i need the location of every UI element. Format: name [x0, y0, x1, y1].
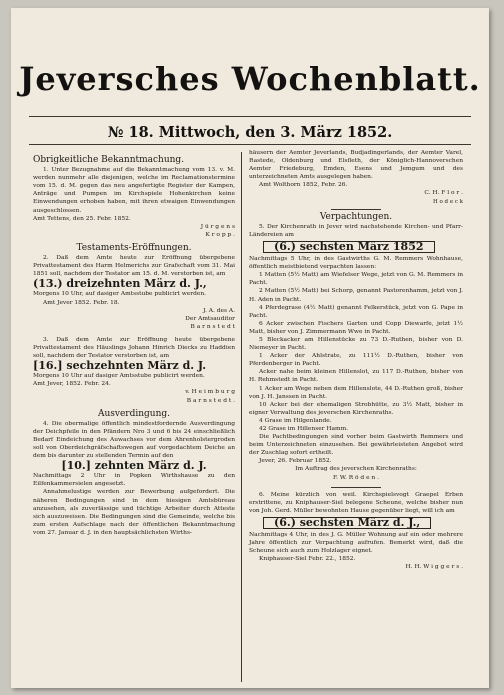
section-1-sign2: K r o p p .	[205, 231, 235, 238]
list-item: 1 Acker der Ahlstrate, zu 111½ D.-Ruthen, bisher von Pferdenberger in Pacht.	[249, 353, 463, 368]
right-top-place: Amt Wolthorn 1852, Febr. 26.	[259, 182, 348, 189]
masthead-rule	[29, 116, 471, 117]
section-5-tail: Die Pachtbedingungen sind vorher beim Gastwirth Remmers und beim Unterzeichneten einzusehen. Bei gewährleisteten Angebot wird der Zuschlag sofort ertheilt.	[249, 434, 463, 457]
newspaper-page	[11, 8, 489, 688]
section-2-after: Morgens 10 Uhr, auf dasiger Amtsstube publicirt werden.	[33, 291, 207, 298]
section-2-date: (13.) dreizehnten März d. J.,	[33, 277, 207, 291]
section-2-sign: J. A. des A.	[203, 307, 235, 314]
section-1-sign: J ü r g e n s	[200, 223, 235, 230]
list-item: 1 Acker am Wege neben dem Hillenslote, 44 D.-Ruthen groß, bisher von J. H. Janssen in Pacht.	[249, 385, 463, 400]
section-2-text: 2. Daß dem Amte heute zur Eröffnung übergebene Privattestament des Harm Helmerichs zur Grafschaft vom 31. Mai 1851 soll, nachdem der Testator am 15. d. M. verstorben ist, am	[33, 255, 235, 278]
section-5-heading: Verpachtungen.	[319, 211, 393, 222]
section-6-place: Kniphauser-Siel Febr. 22., 1852.	[259, 556, 356, 563]
section-4-heading: Ausverdingung.	[97, 408, 171, 419]
section-5	[249, 213, 463, 482]
section-2-sign3: B a r n s t e d t	[190, 323, 235, 330]
issue-number: № 18.	[107, 124, 154, 141]
list-item: 1 Matten (5½ Matt) am Wiefelser Wege, jetzt von G. M. Remmers in Pacht.	[249, 272, 463, 287]
section-4	[33, 410, 235, 537]
section-3-text: 3. Daß dem Amte zur Eröffnung heute übergebene Privattestament des Häuslings Johann Hinrich Diecks zu Haddien soll, nachdem der Testator verstorben ist, am	[33, 336, 235, 360]
separator-rule-2	[331, 487, 381, 488]
section-3	[33, 336, 235, 405]
section-3-sign: v. H e i m b u r g	[185, 389, 235, 396]
list-item: 10 Acker bei der ehemaligen Strobhütte, zu 3½ Matt, bisher in eigner Verwaltung des jeverschen Kirchenraths.	[249, 401, 463, 416]
separator-rule	[331, 209, 381, 210]
section-5-text: 5. Der Kirchenrath in Jever wird nachstehende Kirchen- und Pfarr-Ländereien am	[249, 223, 463, 238]
right-top-sign: C. H. F l o r .	[424, 190, 463, 197]
masthead-title: Jeversches Wochenblatt.	[19, 60, 481, 98]
section-4-extra: Annahmelustige werden zur Bewerbung aufgefordert. Die näheren Bedingungen sind in dem hiesigen Amtsbüreau anzusehen, als zuverlässige und tüchtige Arbeiter durch Atteste sich auszuweisen. Die Bedingungen sind die Gemeinde, welche bis zum ersten Aufschlage nach der öffentlichen Bekanntmachung vom 27. Januar d. J. in den hauptsächlichsten Wirths-	[33, 489, 235, 536]
list-item: 5 Bleckacker am Hillenstücke zu 73 D.-Ruthen, bisher von D. Niemeyer in Pacht.	[249, 336, 463, 352]
section-2-heading: Testaments-Eröffnungen.	[76, 242, 192, 253]
column-divider	[241, 152, 242, 682]
section-2-place: Amt Jever 1852. Febr. 18.	[43, 299, 120, 306]
section-1	[33, 156, 235, 239]
right-top-text: häusern der Aemter Jeverlands, Budjadingerlands, der Aemter Varel, Rastede, Oldenburg und Elsfleth, der Königlich-Hannoverschen Aemter Friedeburg, Emden, Esens und Jemgum und des unterzeichneten Amts ausgelegen haben.	[249, 150, 463, 181]
right-column	[249, 149, 463, 577]
section-5-sign: Im Auftrag des jeverschen Kirchenraths:	[295, 466, 417, 473]
left-column	[33, 156, 235, 542]
section-3-sign2: B a r n s t e d t .	[186, 397, 235, 404]
list-item: 2 Matten (5½ Matt) bei Schorp, genannt Pastorenhamm, jetzt von J. H. Aden in Pacht.	[249, 288, 463, 303]
section-3-after: Morgens 10 Uhr auf dasiger Amtsstube publicirt werden.	[33, 373, 205, 380]
list-item: Acker nahe beim kleinen Hillenslot, zu 117 D.-Ruthen, bisher von H. Rehmstedt in Pacht.	[249, 369, 463, 384]
list-item: 4 Grase im Hilgenlande.	[259, 417, 332, 424]
list-item: 42 Grase im Hillenser Hamm.	[259, 426, 349, 432]
section-4-text: 4. Die obermalige öffentlich mindestfordernde Ausverdingung der Deichpfeile in den Pfändern Nro 3 und 6 bis 24 einschließlich Bedarf Eindeichung des Auwachses vor dem Ahrenholstergroden soll von Oberdeichgräfschaftswegen auf vorgedachtem Deiche an dem bis darunter zu stellenden Termin auf den	[33, 420, 235, 460]
section-1-place: Amt Tettens, den 25. Febr. 1852.	[33, 215, 131, 222]
list-item: 6 Acker zwischen Fischers Garten und Copp Diewarfe, jetzt 1½ Matt, bisher von J. Zimmermann Wwe in Pacht.	[249, 320, 463, 335]
section-6	[249, 491, 463, 572]
section-2	[33, 244, 235, 331]
dateline-rule	[29, 144, 471, 145]
section-4-after: Nachmittags 2 Uhr in Popken Wirthshause zu den Eilfenkammersielen angesetzt.	[33, 473, 235, 488]
section-5-date: (6.) sechsten März 1852	[263, 241, 435, 253]
section-5-items	[249, 271, 463, 433]
section-1-text: 1. Unter Bezugnahme auf die Bekanntmachung vom 13. v. M. werden nunmehr alle diejenigen, welche im Reclamationstermine vom 15. d. M. gegen das neu angefertigte Register der Kampen, Anträge und Pumpen im Kirchspiele Hohenkirchen keine Einwendungen erhoben haben, mit ihren etwaigen Einwendungen ausgeschlossen.	[33, 167, 235, 214]
section-5-sign2: F. W. R ö d e n .	[333, 474, 379, 481]
dateline	[29, 124, 471, 141]
section-6-after: Nachmittags 4 Uhr, in des J. G. Müller Wohnung auf ein oder mehrere Jahre öffentlich zur Verpachtung aufrufen. Bemerkt wird, daß die Scheune sich auch zum Holzlager eignet.	[249, 532, 463, 555]
right-top-hodeck: H o d e c k	[432, 198, 463, 205]
list-item: 4 Pferdegrase (4½ Matt) genannt Felkerstück, jetzt von G. Pape in Pacht.	[249, 304, 463, 319]
section-5-after: Nachmittags 5 Uhr, in des Gastwirths G. M. Remmers Wohnhause, öffentlich meistbietend verpachten lassen:	[249, 256, 463, 271]
section-6-text: 6. Meine kürzlich von weil. Kirchspielsvogt Graepel Erben erstrittene, zu Kniphauser-Siel belegene Scheune, welche bisher nun von Joh. Gerd. Müller bewohnten Hause gegenüber liegt, will ich am	[249, 491, 463, 514]
section-1-heading: Obrigkeitliche Bekanntmachung.	[33, 155, 185, 165]
issue-date: Mittwoch, den 3. März 1852.	[158, 124, 393, 141]
section-3-place: Amt Jever, 1852. Febr. 24.	[33, 381, 111, 388]
section-5-place: Jever, 26. Februar 1852.	[259, 458, 332, 465]
section-6-sign: H. H. W i g g e r s .	[405, 564, 463, 571]
section-4-date: [10.] zehnten März d. J.	[61, 459, 207, 473]
section-6-date: (6.) sechsten März d. J.,	[263, 517, 431, 529]
section-3-date: [16.] sechzehnten März d. J.	[33, 359, 207, 373]
section-2-sign2: Der Amtsauditor	[185, 315, 235, 322]
